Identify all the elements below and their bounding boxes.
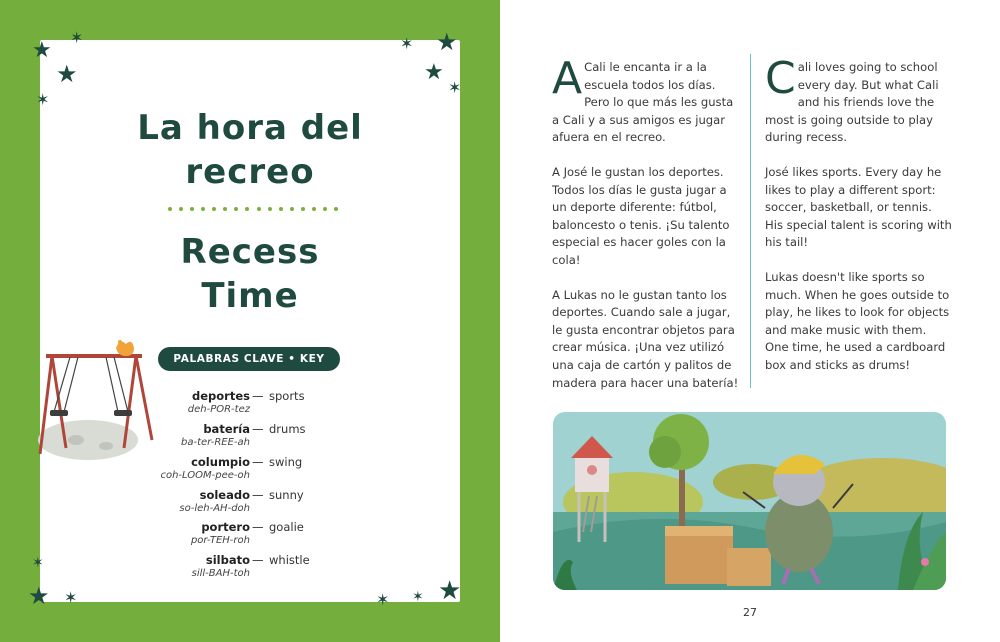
keyword-english: sports [269,389,305,403]
sparkle-icon: ✶ [376,590,390,609]
spanish-paragraph-1 [552,53,740,147]
keywords-header: PALABRAS CLAVE • KEY WORDS [158,347,340,371]
star-icon: ★ [28,582,50,610]
keyword-english: swing [269,455,303,469]
keyword-english: sunny [269,488,304,502]
title-en-line2: Time [201,276,299,316]
english-paragraph-1 [765,53,953,147]
keyword-dash: — [252,455,264,469]
title-english [0,230,500,318]
keyword-row [140,488,400,520]
keyword-spanish: columpio [191,455,250,469]
title-spanish [0,106,500,194]
sparkle-icon: ✶ [32,555,44,571]
star-icon: ★ [424,60,444,85]
title-en-line1: Recess [180,232,320,272]
keyword-row [140,455,400,487]
keyword-pronunciation: deh-POR-tez [187,404,250,415]
keyword-dash: — [252,422,264,436]
star-icon: ★ [438,576,462,606]
keyword-pronunciation: coh-LOOM-pee-oh [160,470,250,481]
sparkle-icon: ✶ [412,589,424,605]
keyword-dash: — [252,389,264,403]
keyword-pronunciation: por-TEH-roh [190,535,250,546]
keyword-row [140,389,400,421]
star-icon: ★ [32,38,52,63]
keyword-dash: — [252,520,264,534]
spanish-column [552,53,740,392]
sparkle-icon: ✶ [36,90,50,109]
keyword-dash: — [252,488,264,502]
keyword-english: goalie [269,520,304,534]
spanish-paragraph-2: A José le gustan los deportes. Todos los días le gusta jugar a un deporte diferente: fútbol, baloncesto o tenis. ¡Su talento especial es hacer goles con la cola! [552,164,730,267]
english-paragraph-2: José likes sports. Every day he likes to play a different sport: soccer, basketball, or tennis. His special talent is scoring with his tail! [765,164,952,250]
star-icon: ★ [436,28,458,56]
keyword-pronunciation: sill-BAH-toh [191,568,250,579]
keyword-row [140,520,400,552]
keyword-spanish: deportes [192,389,250,403]
drop-cap: C [765,53,796,104]
keyword-row [140,422,400,454]
sparkle-icon: ✶ [70,28,84,47]
dotted-divider [168,207,338,215]
keyword-pronunciation: so-leh-AH-doh [179,503,250,514]
keyword-dash: — [252,553,264,567]
sparkle-icon: ✶ [448,78,462,97]
keyword-english: drums [269,422,306,436]
english-para1-text: ali loves going to school every day. But what Cali and his friends love the most is going outside to play during recess. [765,60,939,145]
title-es-line1: La hora del [137,108,363,148]
spanish-paragraph-3: A Lukas no le gustan tanto los deportes. Cuando sale a jugar, le gusta encontrar objetos para crear música. ¡Una vez utilizó una caja de cartón y palitos de madera para hacer una batería! [552,287,739,390]
sparkle-icon: ✶ [400,34,414,53]
english-column [765,53,953,375]
page-number: 27 [743,606,757,619]
keyword-pronunciation: ba-ter-REE-ah [181,437,250,448]
playground-illustration [553,412,946,590]
sparkle-icon: ✶ [64,588,78,607]
drop-cap: A [552,53,583,104]
title-es-line2: recreo [185,152,315,192]
keyword-spanish: batería [203,422,250,436]
spanish-para1-text: Cali le encanta ir a la escuela todos los días. Pero lo que más les gusta a Cali y a sus amigos es jugar afuera en el recreo. [552,60,734,145]
column-divider [750,54,751,388]
star-icon: ★ [56,60,78,88]
english-paragraph-3: Lukas doesn't like sports so much. When he goes outside to play, he likes to look for objects and make music with them. One time, he used a cardboard box and sticks as drums! [765,269,950,372]
keyword-spanish: portero [201,520,250,534]
keyword-spanish: soleado [199,488,250,502]
keyword-row [140,553,400,585]
keyword-spanish: silbato [205,553,250,567]
keyword-english: whistle [269,553,310,567]
